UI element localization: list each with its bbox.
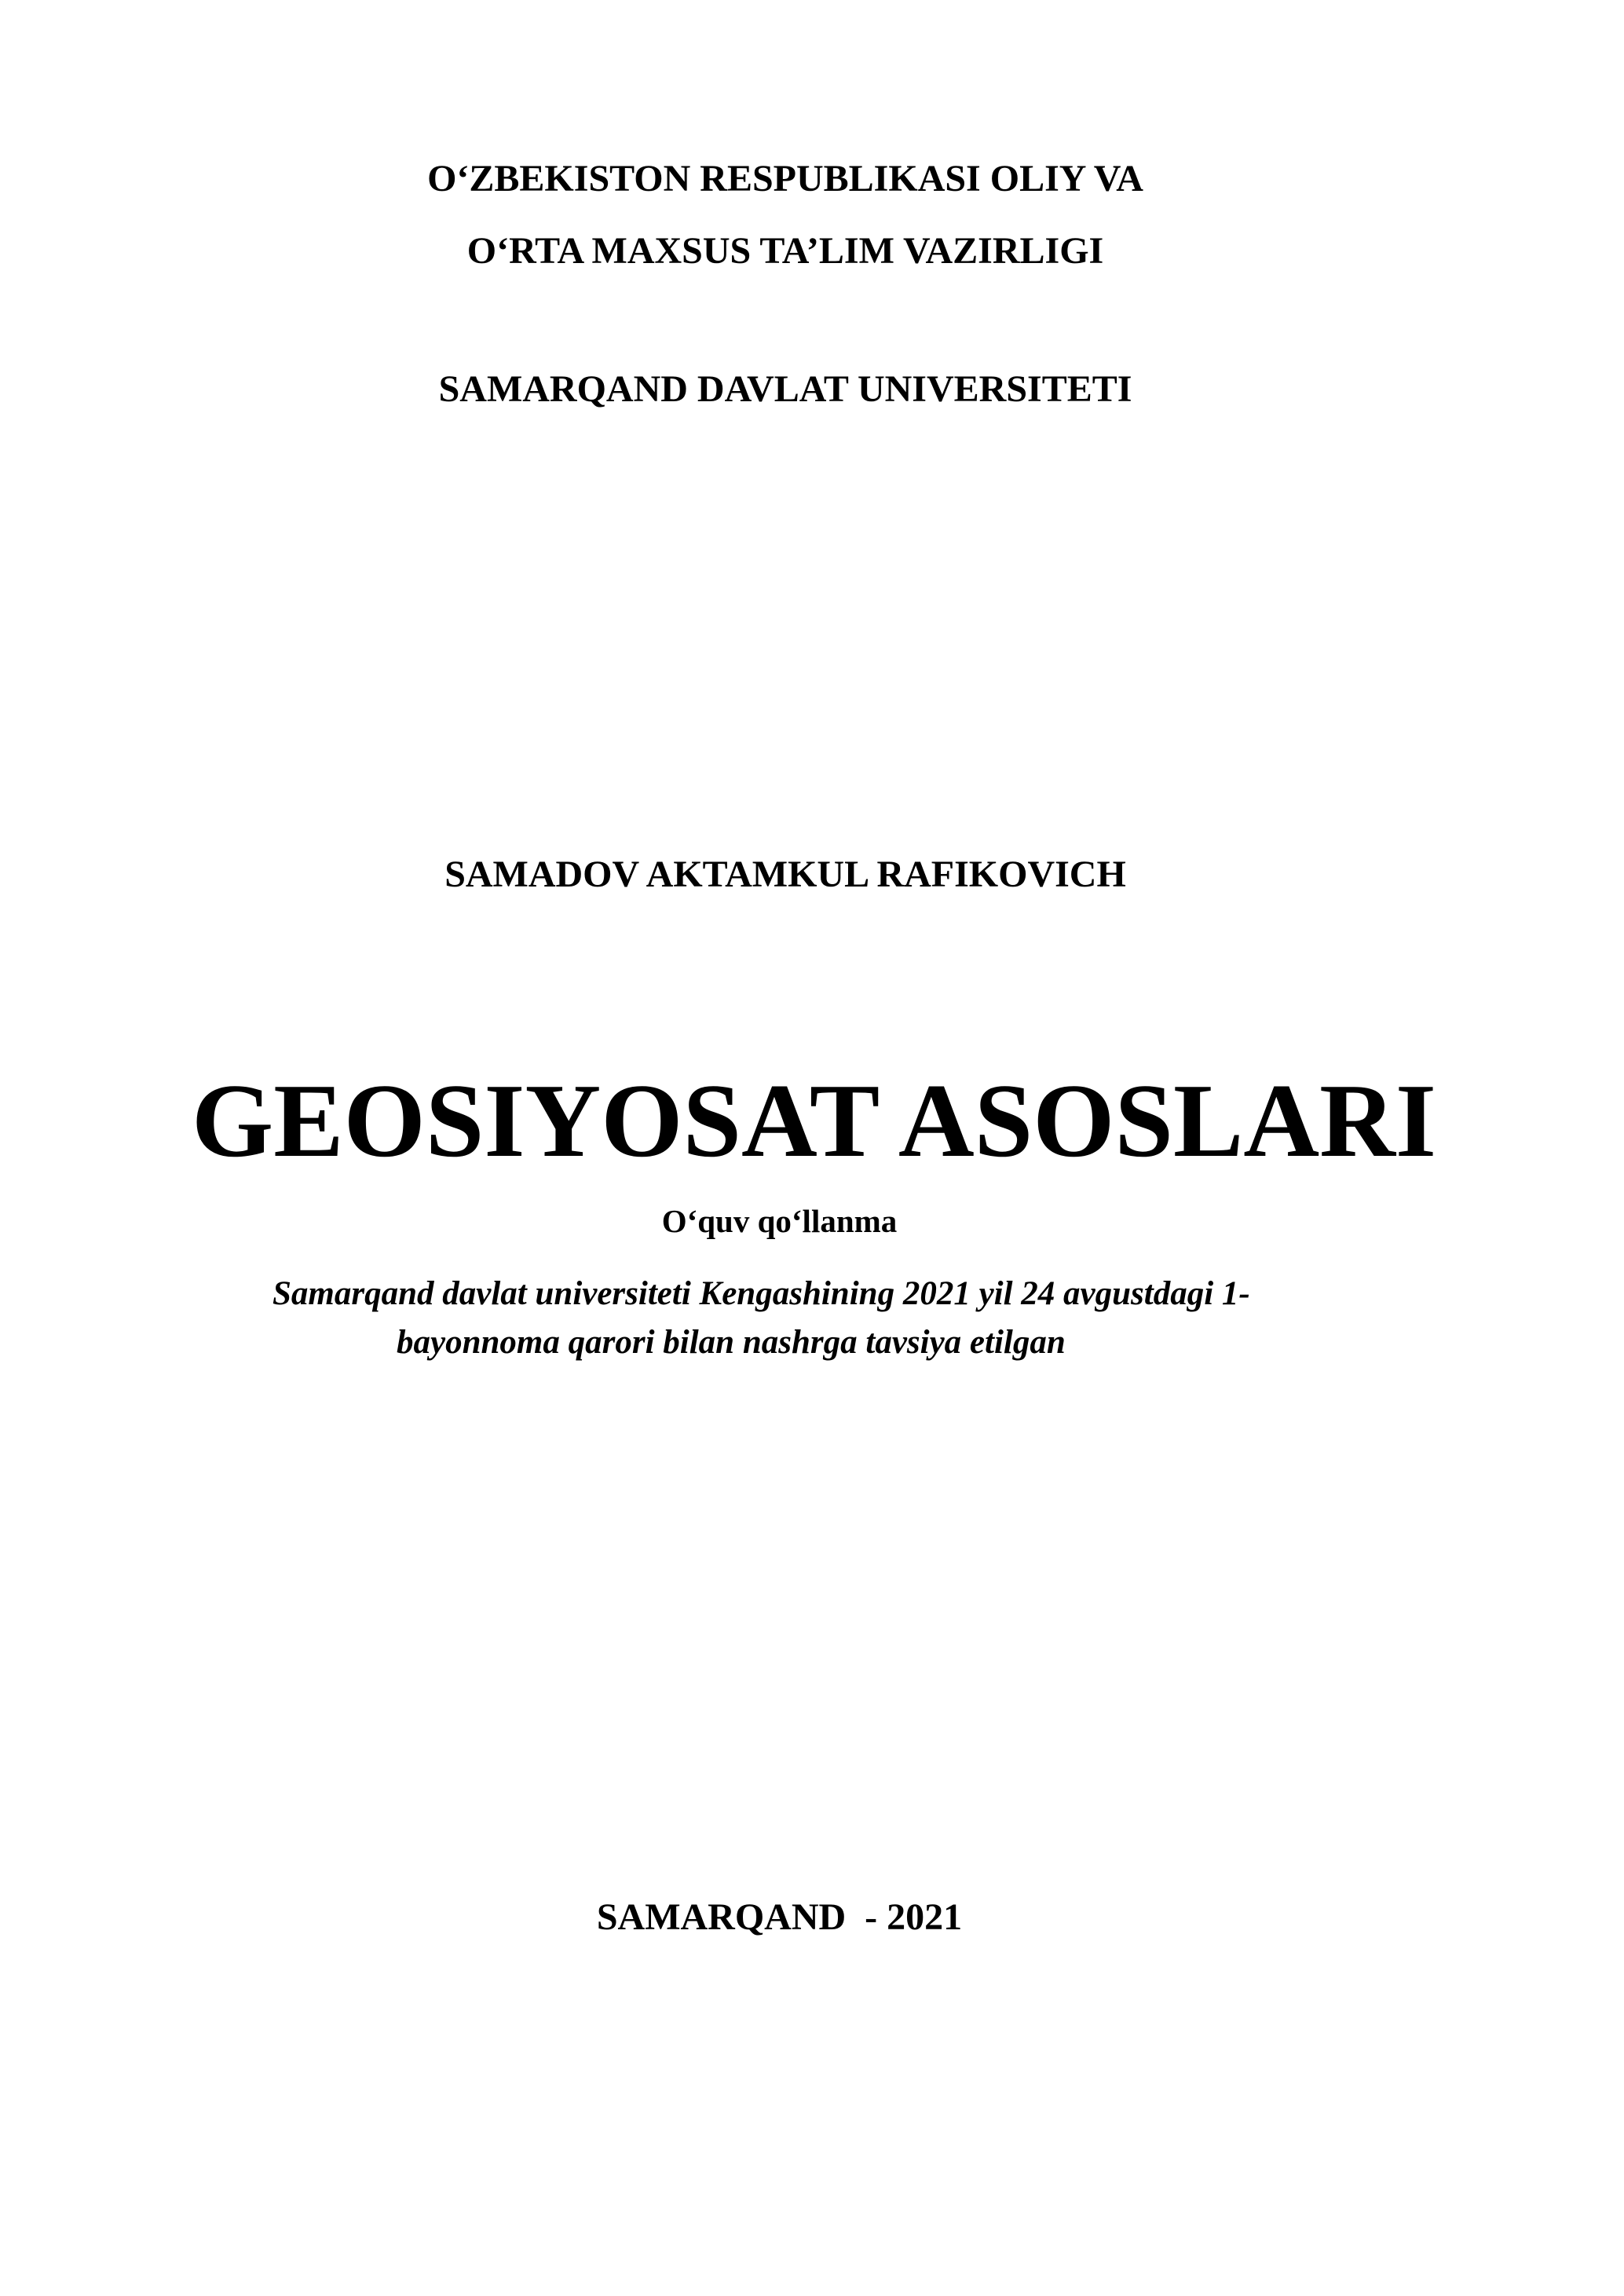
author-name: SAMADOV AKTAMKUL RAFIKOVICH — [444, 854, 1126, 895]
university-name: SAMARQAND DAVLAT UNIVERSITETI — [438, 368, 1132, 410]
approval-note-line-1: Samarqand davlat universiteti Kengashining 2021 yil 24 avgustdagi 1- — [272, 1275, 1250, 1312]
approval-note-line-2: bayonnoma qarori bilan nashrga tavsiya etilgan — [397, 1324, 1066, 1361]
document-type: O‘quv qo‘llanma — [661, 1203, 898, 1239]
place-and-year: SAMARQAND - 2021 — [596, 1896, 963, 1938]
document-title: GEOSIYOSAT ASOSLARI — [192, 1062, 1437, 1179]
ministry-name-line-1: O‘ZBEKISTON RESPUBLIKASI OLIY VA — [427, 158, 1143, 199]
ministry-name-line-2: O‘RTA MAXSUS TA’LIM VAZIRLIGI — [466, 230, 1104, 272]
